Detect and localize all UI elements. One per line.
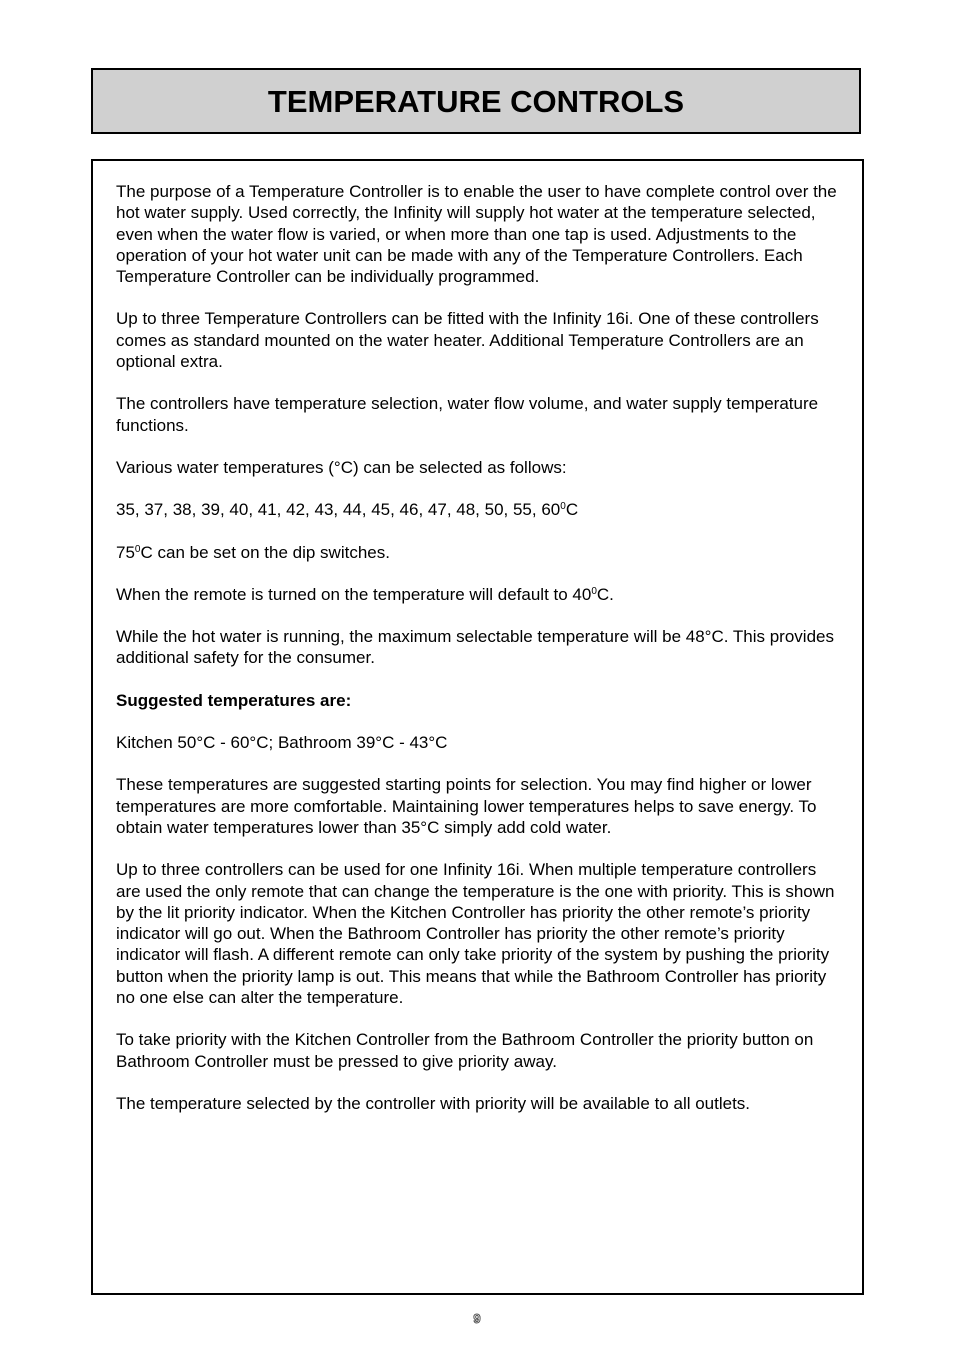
paragraph-max-temperature: While the hot water is running, the maximum selectable temperature will be 48°C. This provides additional safety for the consumer. bbox=[116, 627, 834, 668]
page-title: TEMPERATURE CONTROLS bbox=[267, 83, 685, 119]
temperature-list-values: 35, 37, 38, 39, 40, 41, 42, 43, 44, 45, 46, 47, 48, 50, 55, 60 bbox=[116, 500, 561, 520]
page-number: 9 bbox=[473, 1311, 481, 1326]
default-temperature-note bbox=[116, 584, 842, 605]
temperature-list-unit: C bbox=[565, 500, 579, 520]
content-panel bbox=[91, 159, 864, 1295]
degree-superscript: 0 bbox=[591, 585, 597, 597]
paragraph-suggestions: These temperatures are suggested starting points for selection. You may find higher or lower temperatures are more comfortable. Maintaining lower temperatures helps to save energy. To obtain water temperatures lower than 35°C simply add cold water. bbox=[116, 775, 817, 837]
paragraph-priority: Up to three controllers can be used for one Infinity 16i. When multiple temperature controllers are used the only remote that can change the temperature is the one with priority. This is shown by the lit priority indicator. When the Kitchen Controller has priority the other remote’s priority indicator will go out. When the Bathroom Controller has priority the other remote’s priority indicator will flash. A different remote can only take priority of the system by pushing the priority button when the priority lamp is out. This means that while the Bathroom Controller has priority no one else can alter the temperature. bbox=[116, 860, 835, 1008]
title-banner bbox=[91, 68, 861, 134]
paragraph-purpose: The purpose of a Temperature Controller is to enable the user to have complete control over the hot water supply. Used correctly, the Infinity will supply hot water at the temperature selected, even when the water flow is varied, or when more than one tap is used. Adjustments to the operation of your hot water unit can be made with any of the Temperature Controllers. Each Temperature Controller can be individually programmed. bbox=[116, 182, 837, 287]
paragraph-controllers-count: Up to three Temperature Controllers can be fitted with the Infinity 16i. One of these controllers comes as standard mounted on the water heater. Additional Temperature Controllers are an optional extra. bbox=[116, 309, 819, 372]
paragraph-take-priority: To take priority with the Kitchen Controller from the Bathroom Controller the priority button on Bathroom Controller must be pressed to give priority away. bbox=[116, 1030, 814, 1071]
dip-switch-note bbox=[116, 542, 842, 563]
suggested-temperatures-values: Kitchen 50°C - 60°C; Bathroom 39°C - 43°C bbox=[116, 733, 448, 753]
paragraph-outlets: The temperature selected by the controller with priority will be available to all outlets. bbox=[116, 1093, 751, 1113]
temperature-list bbox=[116, 499, 842, 520]
degree-superscript: 0 bbox=[560, 501, 566, 513]
degree-superscript: 0 bbox=[134, 543, 141, 555]
dip-switch-value: 75 bbox=[116, 542, 135, 562]
dip-switch-text: C can be set on the dip switches. bbox=[140, 542, 390, 562]
suggested-temperatures-heading: Suggested temperatures are: bbox=[116, 690, 352, 710]
default-temperature-text: When the remote is turned on the temperature will default to 40 bbox=[116, 584, 592, 604]
paragraph-temperatures-intro: Various water temperatures (°C) can be selected as follows: bbox=[116, 457, 567, 477]
paragraph-functions: The controllers have temperature selection, water flow volume, and water supply temperature functions. bbox=[116, 394, 819, 435]
default-temperature-unit: C. bbox=[596, 584, 614, 604]
